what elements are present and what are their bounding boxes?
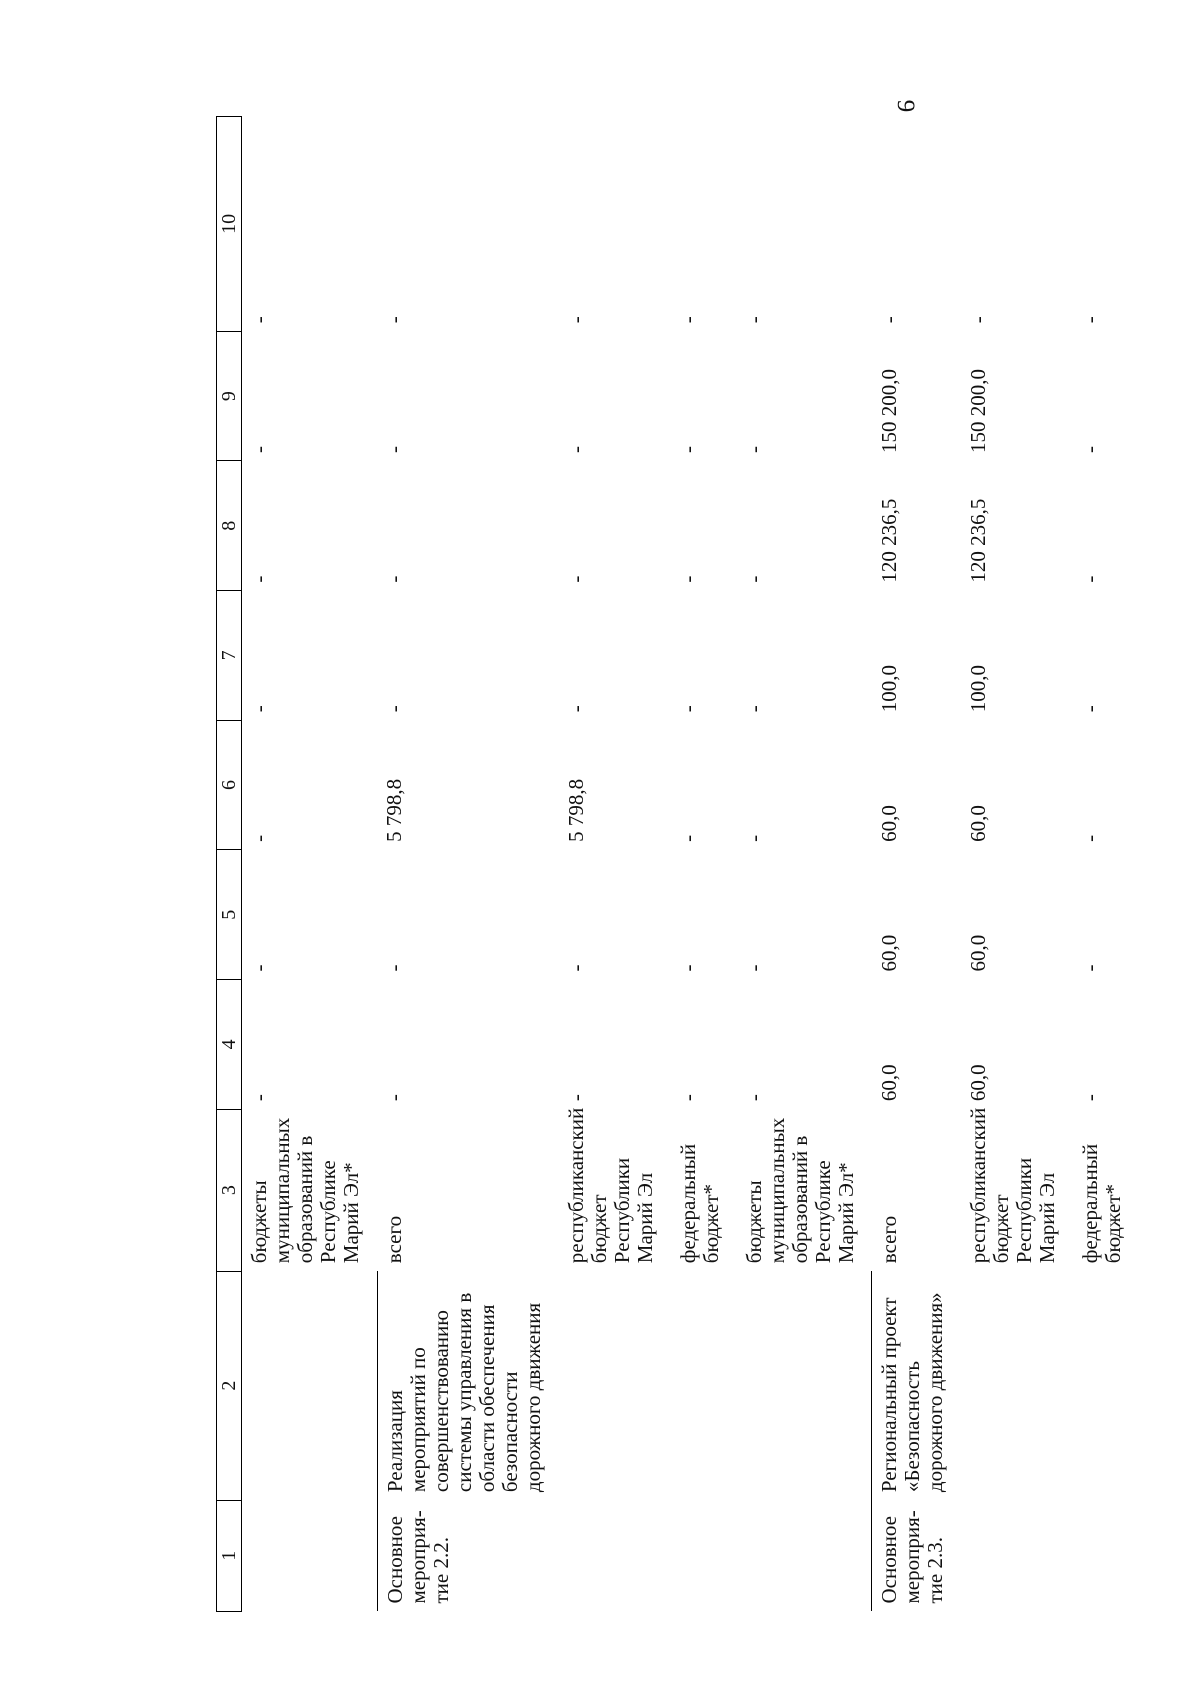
value-cell: 5 798,8 bbox=[563, 778, 588, 842]
value-cell: 60,0 bbox=[876, 934, 901, 972]
column-number: 8 bbox=[217, 461, 242, 591]
column-number: 5 bbox=[217, 850, 242, 980]
activity-name bbox=[737, 1271, 872, 1500]
table-row bbox=[961, 117, 1073, 1612]
value-cell: - bbox=[966, 316, 990, 324]
activity-code bbox=[671, 1500, 737, 1611]
value-cell: - bbox=[741, 1094, 766, 1102]
value-cell: 150 200,0 bbox=[876, 368, 901, 453]
value-cell: 60,0 bbox=[966, 805, 990, 842]
value-cell: 150 200,0 bbox=[966, 368, 990, 453]
value-cell: 60,0 bbox=[966, 934, 990, 972]
value-cell: 120 236,5 bbox=[966, 498, 990, 583]
table-row bbox=[559, 117, 671, 1612]
table-row bbox=[1073, 117, 1139, 1612]
value-cell: 60,0 bbox=[876, 1064, 901, 1102]
value-cell: - bbox=[741, 705, 766, 713]
value-cell: - bbox=[1078, 316, 1102, 324]
table-row bbox=[737, 117, 872, 1612]
column-number: 3 bbox=[217, 1109, 242, 1271]
table-row bbox=[242, 117, 378, 1612]
column-number-row bbox=[217, 117, 242, 1612]
column-number: 9 bbox=[217, 331, 242, 461]
page-number: 9 bbox=[892, 99, 919, 113]
value-cell: - bbox=[1078, 964, 1102, 972]
value-cell: - bbox=[741, 575, 766, 583]
value-cell: - bbox=[675, 1094, 700, 1102]
value-cell: - bbox=[247, 445, 271, 453]
activity-code: Основное мероприя-тие 2.2. bbox=[377, 1500, 559, 1611]
value-cell: - bbox=[382, 705, 406, 713]
value-cell: 100,0 bbox=[966, 664, 990, 713]
value-cell: - bbox=[247, 575, 271, 583]
activity-code bbox=[1073, 1500, 1139, 1611]
activity-name bbox=[559, 1271, 671, 1500]
activity-code: Основное мероприя-тие 2.3. bbox=[872, 1500, 962, 1611]
value-cell: - bbox=[382, 445, 406, 453]
value-cell: - bbox=[382, 1094, 406, 1102]
value-cell: - bbox=[382, 964, 406, 972]
column-number: 10 bbox=[217, 117, 242, 332]
value-cell: - bbox=[675, 834, 700, 842]
value-cell: 100,0 bbox=[876, 664, 901, 713]
value-cell: - bbox=[247, 316, 271, 324]
value-cell: - bbox=[1078, 1094, 1102, 1102]
activity-name bbox=[242, 1271, 378, 1500]
value-cell: - bbox=[1078, 575, 1102, 583]
column-number: 1 bbox=[217, 1500, 242, 1611]
funding-source: федеральный бюджет* bbox=[1078, 1143, 1125, 1264]
value-cell: - bbox=[247, 705, 271, 713]
funding-source: федеральный бюджет* bbox=[675, 1143, 723, 1264]
value-cell: - bbox=[675, 575, 700, 583]
activity-code bbox=[559, 1500, 671, 1611]
value-cell: - bbox=[563, 445, 588, 453]
value-cell: - bbox=[563, 575, 588, 583]
table-row bbox=[872, 117, 962, 1612]
value-cell: - bbox=[675, 705, 700, 713]
value-cell: - bbox=[675, 445, 700, 453]
value-cell: 60,0 bbox=[966, 1064, 990, 1102]
value-cell: - bbox=[382, 575, 406, 583]
value-cell: - bbox=[741, 834, 766, 842]
value-cell: - bbox=[382, 316, 406, 324]
value-cell: 60,0 bbox=[876, 805, 901, 842]
activity-name bbox=[671, 1271, 737, 1500]
activity-name bbox=[961, 1271, 1073, 1500]
value-cell: - bbox=[675, 316, 700, 324]
value-cell: - bbox=[247, 834, 271, 842]
value-cell: - bbox=[741, 445, 766, 453]
funding-source: бюджеты муниципальных образований в Республике Марий Эл* bbox=[247, 1117, 363, 1264]
value-cell: - bbox=[876, 316, 901, 324]
rotated-table-area bbox=[216, 116, 1125, 1612]
value-cell: 5 798,8 bbox=[382, 778, 406, 842]
value-cell: - bbox=[1078, 705, 1102, 713]
funding-source: республиканский бюджет Республики Марий Эл bbox=[966, 1107, 1059, 1264]
funding-source: бюджеты муниципальных образований в Республике Марий Эл* bbox=[741, 1117, 858, 1264]
value-cell: - bbox=[1078, 445, 1102, 453]
activity-name: Региональный проект «Безопасность дорожного движения» bbox=[872, 1271, 962, 1500]
activity-name bbox=[1073, 1271, 1139, 1500]
value-cell: - bbox=[563, 1094, 588, 1102]
activity-code bbox=[737, 1500, 872, 1611]
activity-name: Реализация мероприятий по совершенствованию системы управления в области обеспечения безопасности дорожного движения bbox=[377, 1271, 559, 1500]
value-cell: - bbox=[1078, 834, 1102, 842]
funding-source: всего bbox=[876, 1215, 901, 1264]
value-cell: - bbox=[741, 964, 766, 972]
activity-code bbox=[961, 1500, 1073, 1611]
column-number: 4 bbox=[217, 980, 242, 1110]
column-number: 6 bbox=[217, 720, 242, 850]
budget-table bbox=[216, 116, 1139, 1612]
funding-source: республиканский бюджет Республики Марий Эл bbox=[563, 1107, 657, 1264]
value-cell: - bbox=[563, 964, 588, 972]
value-cell: - bbox=[675, 964, 700, 972]
value-cell: - bbox=[741, 316, 766, 324]
column-number: 7 bbox=[217, 591, 242, 721]
activity-code bbox=[242, 1500, 378, 1611]
value-cell: - bbox=[563, 705, 588, 713]
value-cell: - bbox=[247, 964, 271, 972]
value-cell: - bbox=[247, 1094, 271, 1102]
table-row bbox=[377, 117, 559, 1612]
funding-source: всего bbox=[382, 1215, 406, 1264]
value-cell: - bbox=[563, 316, 588, 324]
column-number: 2 bbox=[217, 1271, 242, 1500]
table-row bbox=[671, 117, 737, 1612]
value-cell: 120 236,5 bbox=[876, 498, 901, 583]
